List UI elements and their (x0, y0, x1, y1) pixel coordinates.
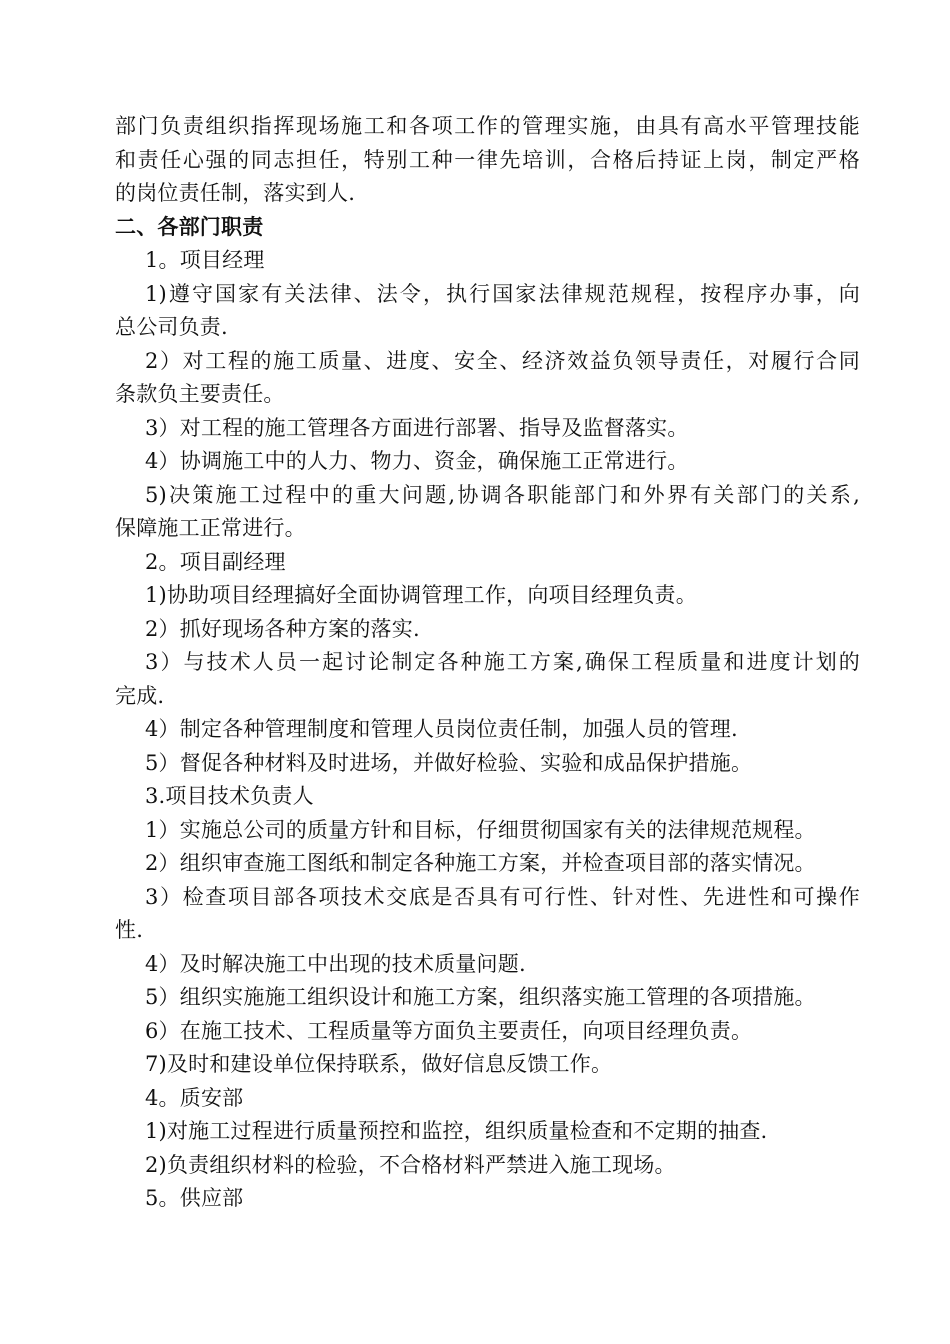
list-item-continuation: 性. (115, 918, 144, 942)
department-title: 5。供应部 (145, 1186, 244, 1210)
list-item: 3）对工程的施工管理各方面进行部署、指导及监督落实。 (145, 415, 689, 440)
list-item: 2)负责组织材料的检验，不合格材料严禁进入施工现场。 (145, 1152, 676, 1177)
list-item: 1）实施总公司的质量方针和目标，仔细贯彻国家有关的法律规范规程。 (145, 817, 816, 842)
list-item: 7)及时和建设单位保持联系，做好信息反馈工作。 (145, 1052, 613, 1076)
list-item-continuation: 完成. (115, 683, 165, 708)
list-item: 6）在施工技术、工程质量等方面负主要责任，向项目经理负责。 (145, 1018, 753, 1043)
intro-line: 的岗位责任制，落实到人. (115, 181, 356, 205)
list-item: 4）制定各种管理制度和管理人员岗位责任制，加强人员的管理. (145, 717, 738, 741)
list-item: 2）抓好现场各种方案的落实. (145, 616, 420, 641)
list-item: 5）组织实施施工组织设计和施工方案，组织落实施工管理的各项措施。 (145, 985, 816, 1009)
list-item: 3）检查项目部各项技术交底是否具有可行性、针对性、先进性和可操作 (145, 884, 860, 909)
section-heading: 二、各部门职责 (115, 214, 264, 239)
document-body (115, 110, 860, 1216)
list-item: 2）组织审查施工图纸和制定各种施工方案，并检查项目部的落实情况。 (145, 851, 816, 875)
department-title: 1。项目经理 (145, 248, 265, 272)
list-item: 5)决策施工过程中的重大问题,协调各职能部门和外界有关部门的关系, (145, 482, 860, 507)
list-item: 1)对施工过程进行质量预控和监控，组织质量检查和不定期的抽查. (145, 1119, 768, 1143)
list-item: 5）督促各种材料及时进场，并做好检验、实验和成品保护措施。 (145, 750, 753, 775)
list-item: 4）及时解决施工中出现的技术质量问题. (145, 951, 526, 976)
list-item: 1)协助项目经理搞好全面协调管理工作，向项目经理负责。 (145, 583, 697, 607)
list-item: 1)遵守国家有关法律、法令，执行国家法律规范规程，按程序办事，向 (145, 281, 860, 306)
list-item-continuation: 条款负主要责任。 (115, 382, 285, 406)
list-item: 4）协调施工中的人力、物力、资金，确保施工正常进行。 (145, 449, 689, 473)
list-item-continuation: 总公司负责. (115, 315, 228, 339)
intro-line: 和责任心强的同志担任，特别工种一律先培训，合格后持证上岗，制定严格 (115, 147, 860, 172)
list-item-continuation: 保障施工正常进行。 (115, 516, 306, 540)
intro-line: 部门负责组织指挥现场施工和各项工作的管理实施，由具有高水平管理技能 (115, 114, 860, 138)
department-title: 3.项目技术负责人 (145, 784, 314, 808)
department-title: 2。项目副经理 (145, 549, 286, 574)
department-title: 4。质安部 (145, 1085, 244, 1110)
list-item: 3）与技术人员一起讨论制定各种施工方案,确保工程质量和进度计划的 (145, 650, 860, 674)
list-item: 2）对工程的施工质量、进度、安全、经济效益负领导责任，对履行合同 (145, 348, 860, 373)
